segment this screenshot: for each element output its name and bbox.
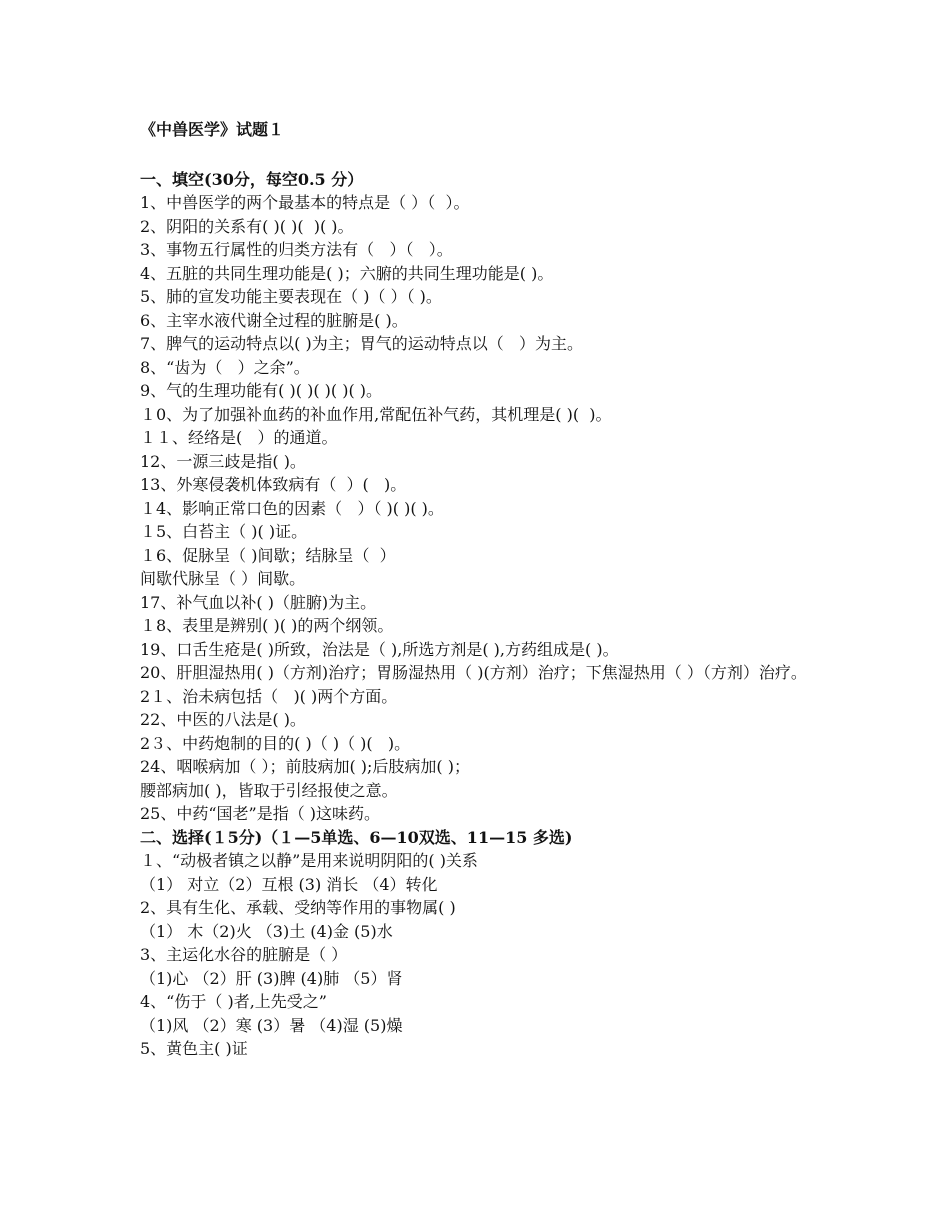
section-fill-in-questions (140, 191, 840, 826)
document-title: 《中兽医学》试题１ (140, 120, 285, 139)
question-line: 2１、治未病包括（ )( )两个方面。 (140, 686, 398, 706)
question-line: 22、中医的八法是( )。 (140, 710, 306, 729)
question-line: 24、咽喉病加（ ）；前肢病加( );后肢病加( )； (140, 757, 470, 776)
question-line: 19、口舌生疮是( )所致，治法是（ ),所选方剂是( ),方药组成是( )。 (140, 639, 619, 659)
section-heading-fill-in: 一、填空(30分，每空0.5 分） (140, 169, 364, 189)
question-line: 25、中药“国老”是指（ )这味药。 (140, 804, 381, 823)
question-line: 13、外寒侵袭机体致病有（ ）( )。 (140, 475, 407, 494)
question-line: 5、肺的宣发功能主要表现在（ )（ ）（ )。 (140, 287, 442, 306)
question-line: 4、“伤于（ )者,上先受之” (140, 992, 327, 1011)
question-line: １0、为了加强补血药的补血作用,常配伍补气药，其机理是( )( )。 (140, 404, 612, 424)
question-line: 2、具有生化、承载、受纳等作用的事物属( ) (140, 898, 456, 917)
question-line: １8、表里是辨别( )( )的两个纲领。 (140, 616, 394, 635)
question-line: （1） 对立（2）互根 (3) 消长 （4）转化 (140, 874, 438, 894)
question-line: 6、主宰水液代谢全过程的脏腑是( )。 (140, 310, 408, 330)
question-line: １6、促脉呈（ )间歇；结脉呈（ ） (140, 545, 396, 565)
question-line: 9、气的生理功能有( )( )( )( )( )。 (140, 381, 383, 400)
question-line: 20、肝胆湿热用( )（方剂)治疗；胃肠湿热用（ )(方剂）治疗；下焦湿热用（ ）（方剂）治疗。 (140, 663, 807, 682)
question-line: 4、五脏的共同生理功能是( )；六腑的共同生理功能是( )。 (140, 263, 554, 283)
section-choice-questions (140, 849, 840, 1061)
question-line: 间歇代脉呈（ ）间歇。 (140, 569, 306, 588)
question-line: 1、中兽医学的两个最基本的特点是（ ）（ ）。 (140, 193, 470, 212)
question-line: １１、经络是( ）的通道。 (140, 428, 338, 447)
question-line: １5、白苔主（ )( )证。 (140, 522, 308, 541)
question-line: （1)心 （2）肝 (3)脾 (4)肺 （5）肾 (140, 968, 403, 988)
question-line: （1） 木（2)火 （3)土 (4)金 (5)水 (140, 921, 393, 941)
question-line: １、“动极者镇之以静”是用来说明阴阳的( )关系 (140, 851, 478, 870)
section-heading-choice: 二、选择(１5分)（１—5单选、6—10双选、11—15 多选) (140, 827, 573, 847)
question-line: 2３、中药炮制的目的( )（ )（ )( )。 (140, 733, 411, 753)
question-line: 3、事物五行属性的归类方法有（ ）（ ）。 (140, 240, 453, 259)
document-body (140, 118, 840, 1061)
question-line: 5、黄色主( )证 (140, 1039, 248, 1058)
question-line: 8、“齿为（ ）之余”。 (140, 357, 310, 377)
question-line: 3、主运化水谷的脏腑是（ ） (140, 945, 348, 964)
question-line: 17、补气血以补( )（脏腑)为主。 (140, 592, 377, 612)
question-line: 12、一源三歧是指( )。 (140, 451, 306, 471)
question-line: １4、影响正常口色的因素（ ）（ )( )( )。 (140, 498, 444, 518)
question-line: 2、阴阳的关系有( )( )( )( )。 (140, 216, 354, 236)
question-line: 7、脾气的运动特点以( )为主；胃气的运动特点以（ ）为主。 (140, 334, 584, 353)
question-line: 腰部病加( )，皆取于引经报使之意。 (140, 780, 398, 800)
question-line: （1)风 （2）寒 (3）暑 （4)湿 (5)燥 (140, 1015, 403, 1035)
